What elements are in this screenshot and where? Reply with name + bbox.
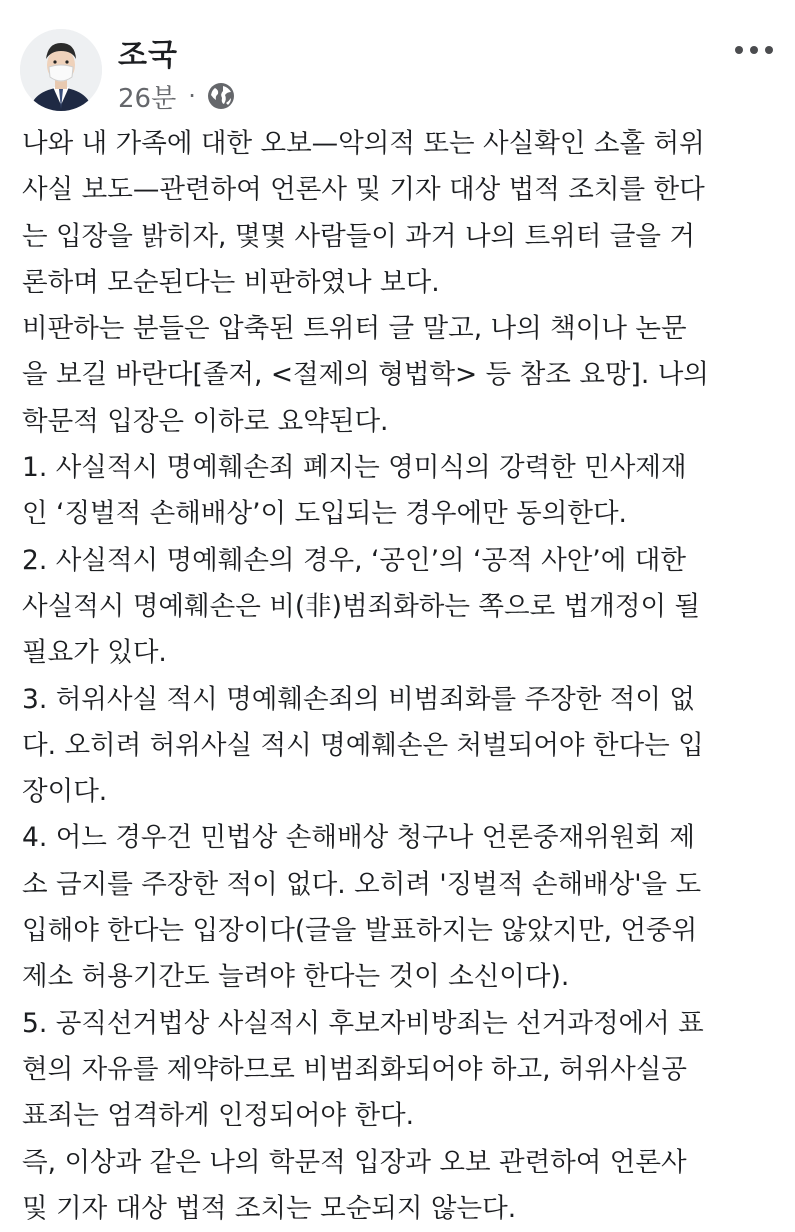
- post-line: 론하며 모순된다는 비판하였나 보다.: [22, 266, 440, 298]
- post-line: 4. 어느 경우건 민법상 손해배상 청구나 언론중재위원회 제: [22, 822, 696, 854]
- post-line: 2. 사실적시 명예훼손의 경우, ‘공인’의 ‘공적 사안’에 대한: [22, 544, 686, 576]
- post-line: 다. 오히려 허위사실 적시 명예훼손은 처벌되어야 한다는 입: [22, 729, 704, 761]
- post-line: 3. 허위사실 적시 명예훼손죄의 비범죄화를 주장한 적이 없: [22, 683, 696, 715]
- post-line: 1. 사실적시 명예훼손죄 폐지는 영미식의 강력한 민사제재: [22, 452, 687, 484]
- post-line: 사실적시 명예훼손은 비(非)범죄화하는 쪽으로 법개정이 될: [22, 590, 701, 622]
- post-meta: [118, 78, 236, 114]
- post-line: 나와 내 가족에 대한 오보—악의적 또는 사실확인 소홀 허위: [22, 128, 705, 159]
- more-options-icon[interactable]: [735, 40, 773, 60]
- author-name[interactable]: 조국: [118, 38, 178, 73]
- post-line: 비판하는 분들은 압축된 트위터 글 말고, 나의 책이나 논문: [22, 313, 687, 345]
- more-dot: [750, 46, 758, 54]
- more-dot: [735, 46, 743, 54]
- post-line: 소 금지를 주장한 적이 없다. 오히려 '징벌적 손해배상'을 도: [22, 868, 702, 900]
- post-line: 사실 보도—관련하여 언론사 및 기자 대상 법적 조치를 한다: [22, 174, 705, 206]
- post-line: 는 입장을 밝히자, 몇몇 사람들이 과거 나의 트위터 글을 거: [22, 220, 696, 252]
- avatar[interactable]: [20, 29, 102, 111]
- post-header: [0, 0, 795, 118]
- post-line: 을 보길 바란다[졸저, <절제의 형법학> 등 참조 요망]. 나의: [22, 359, 709, 391]
- post-line: 인 ‘징벌적 손해배상’이 도입되는 경우에만 동의한다.: [22, 498, 627, 530]
- post-line: 필요가 있다.: [22, 637, 167, 669]
- profile-photo: [20, 29, 102, 111]
- post-line: 제소 허용기간도 늘려야 한다는 것이 소신이다).: [22, 961, 570, 993]
- more-dot: [765, 46, 773, 54]
- post-line: 입해야 한다는 입장이다(글을 발표하지는 않았지만, 언중위: [22, 915, 698, 947]
- post-line: 현의 자유를 제약하므로 비범죄화되어야 하고, 허위사실공: [22, 1053, 687, 1085]
- post-line: 및 기자 대상 법적 조치는 모순되지 않는다.: [22, 1192, 517, 1224]
- post-line: 장이다.: [22, 776, 108, 808]
- post-line: 학문적 입장은 이하로 요약된다.: [22, 405, 389, 437]
- post-line: 표죄는 엄격하게 인정되어야 한다.: [22, 1100, 415, 1132]
- post-line: 5. 공직선거법상 사실적시 후보자비방죄는 선거과정에서 표: [22, 1007, 704, 1039]
- separator-dot: ·: [188, 82, 196, 110]
- post-timestamp[interactable]: 26분: [118, 83, 177, 114]
- globe-icon[interactable]: [206, 81, 236, 111]
- post-line: 즉, 이상과 같은 나의 학문적 입장과 오보 관련하여 언론사: [22, 1146, 687, 1178]
- post-text: [22, 121, 782, 1232]
